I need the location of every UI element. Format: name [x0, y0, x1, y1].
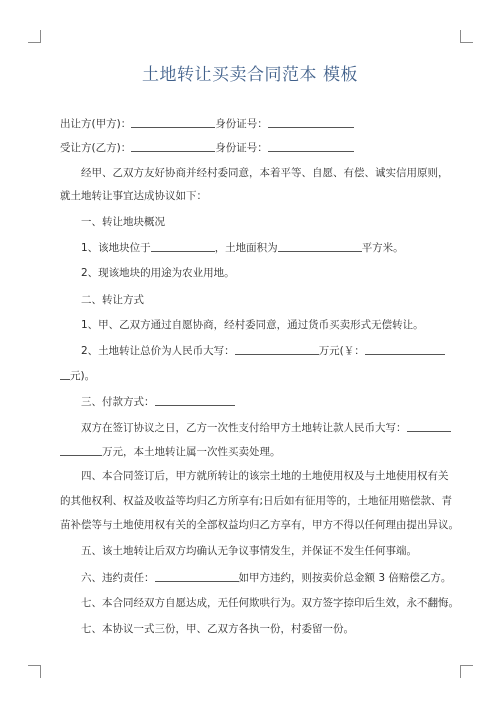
buyer-line [60, 140, 445, 155]
payment-amount-blank-cont[interactable] [60, 444, 102, 456]
section-3-heading [81, 394, 445, 409]
area-blank[interactable] [278, 240, 362, 252]
area-label: ，土地面积为 [214, 242, 278, 254]
liability-label: 六、违约责任： [81, 572, 155, 584]
seller-id-label: 身份证号： [215, 118, 268, 130]
document-title: 土地转让买卖合同范本 模板 [142, 65, 358, 85]
area-unit: 平方米。 [361, 242, 404, 254]
clause-2-2-cont [60, 368, 445, 383]
seller-label: 出让方(甲方)： [60, 118, 132, 130]
clause-3-1-cont [60, 444, 445, 459]
total-price-words-blank[interactable] [235, 343, 319, 355]
clause-4-line-1: 四、本合同签订后，甲方就所转让的该宗土地的土地使用权及与土地使用权有关 [81, 470, 449, 482]
clause-2-2 [81, 343, 445, 358]
crop-mark-bottom-left [28, 665, 41, 678]
seller-line [60, 116, 445, 131]
section-2-heading: 二、转让方式 [81, 294, 144, 306]
liability-blank[interactable] [155, 570, 239, 582]
clause-1-2: 2、现该地块的用途为农业用地。 [81, 267, 235, 279]
crop-mark-bottom-right [460, 665, 473, 678]
clause-4-line-2: 的其他权利、权益及收益等均归乙方所享有;日后如有征用等的，土地征用赔偿款、青 [60, 495, 453, 507]
payment-text-cont: 万元，本土地转让属一次性买卖处理。 [102, 446, 281, 458]
clause-1-1 [81, 240, 445, 255]
payment-method-blank[interactable] [155, 394, 235, 406]
buyer-id-label: 身份证号： [215, 142, 268, 154]
payment-method-label: 三、付款方式： [81, 396, 155, 408]
preamble-line-1: 经甲、乙双方友好协商并经村委同意，本着平等、自愿、有偿、诚实信用原则， [81, 167, 449, 179]
total-price-figure-blank[interactable] [365, 343, 445, 355]
seller-id-blank[interactable] [268, 116, 354, 128]
clause-4-line-3: 苗补偿等与土地使用权有关的全部权益均归乙方享有，甲方不得以任何理由提出异议。 [60, 519, 459, 531]
section-1-heading: 一、转让地块概况 [81, 216, 165, 228]
seller-name-blank[interactable] [131, 116, 215, 128]
total-price-close: 元)。 [70, 370, 96, 382]
preamble-line-2: 就土地转让事宜达成协议如下： [60, 190, 207, 202]
clause-2-1: 1、甲、乙双方通过自愿协商，经村委同意，通过货币买卖形式无偿转让。 [81, 319, 424, 331]
crop-mark-top-right [460, 30, 473, 43]
clause-6 [81, 570, 452, 585]
payment-amount-blank[interactable] [407, 420, 451, 432]
clause-7: 七、本合同经双方自愿达成，无任何欺哄行为。双方签字捺印后生效，永不翻悔。 [81, 597, 459, 609]
total-price-figure-blank-cont[interactable] [60, 368, 70, 380]
buyer-name-blank[interactable] [131, 140, 215, 152]
clause-5: 五、该土地转让后双方均确认无争议事情发生，并保证不发生任何事端。 [81, 545, 417, 557]
buyer-label: 受让方(乙方)： [60, 142, 132, 154]
total-price-label: 2、土地转让总价为人民币大写： [81, 345, 235, 357]
location-blank[interactable] [151, 240, 215, 252]
liability-text: 如甲方违约，则按卖价总金额 3 倍赔偿乙方。 [238, 572, 452, 584]
clause-8: 七、本协议一式三份，甲、乙双方各执一份，村委留一份。 [81, 623, 354, 635]
location-label: 1、该地块位于 [81, 242, 151, 254]
clause-3-1 [81, 420, 445, 435]
payment-text: 双方在签订协议之日，乙方一次性支付给甲方土地转让款人民币大写： [81, 422, 407, 434]
total-price-unit: 万元(￥： [318, 345, 365, 357]
buyer-id-blank[interactable] [268, 140, 354, 152]
crop-mark-top-left [28, 30, 41, 43]
